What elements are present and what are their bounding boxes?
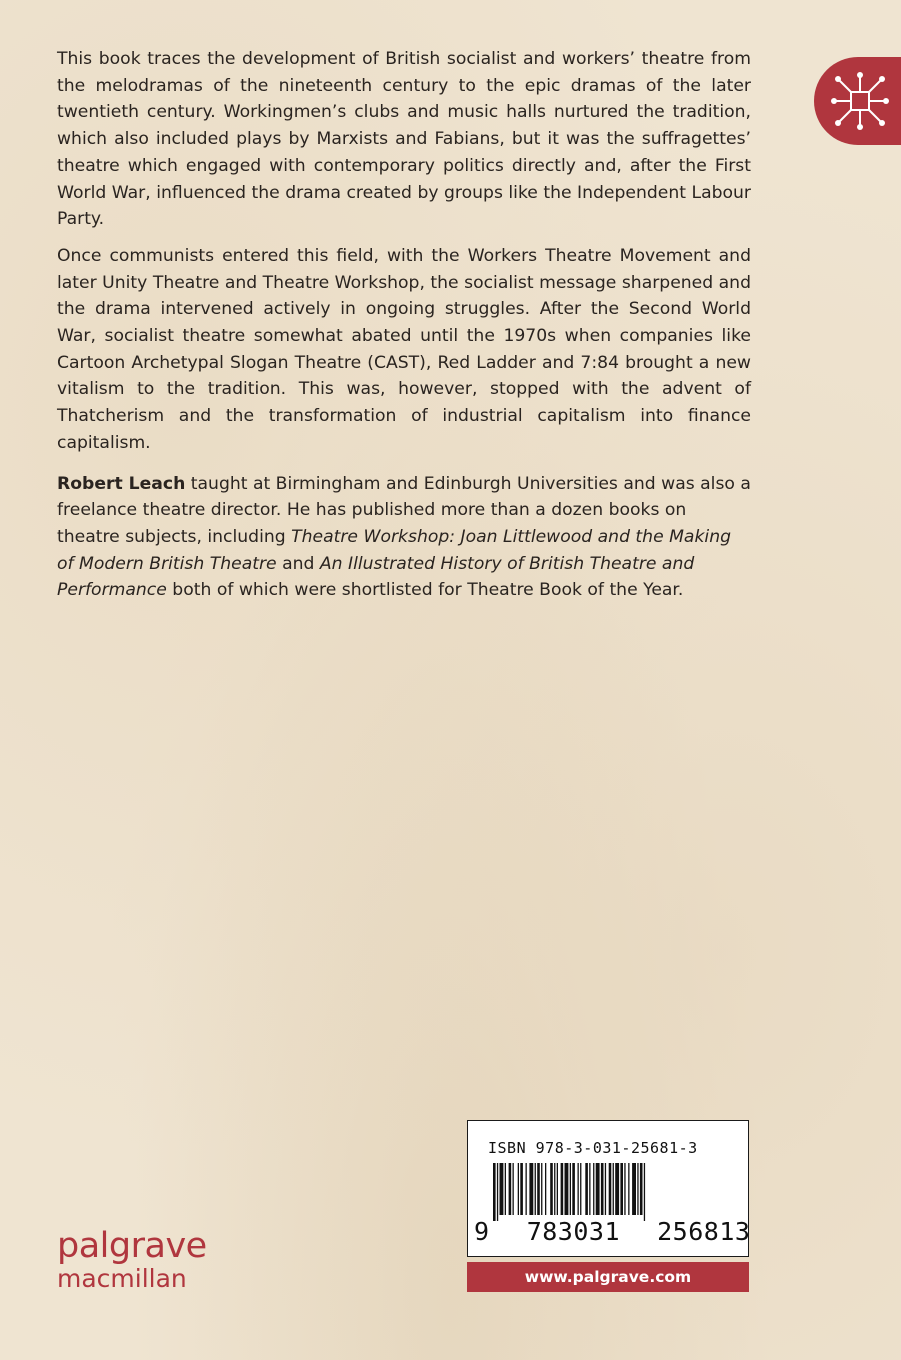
isbn-label: ISBN 978-3-031-25681-3: [488, 1139, 698, 1157]
barcode-bar: [529, 1163, 533, 1215]
publisher-logo-line-2: macmillan: [57, 1264, 187, 1293]
author-bio: [57, 471, 751, 605]
barcode-bar: [578, 1163, 579, 1215]
barcode-bar: [561, 1163, 564, 1215]
barcode-bar: [585, 1163, 588, 1215]
website-url: www.palgrave.com: [524, 1268, 692, 1286]
barcode-bar: [596, 1163, 600, 1215]
barcode-bar: [620, 1163, 623, 1215]
isbn-barcode-box: [467, 1120, 749, 1257]
barcode-bar: [580, 1163, 581, 1215]
barcode-bar: [513, 1163, 514, 1215]
barcode-bar: [505, 1163, 506, 1215]
barcode-digit-group-1: 783031: [526, 1217, 620, 1246]
website-banner: [467, 1262, 749, 1292]
barcode-bar: [493, 1163, 496, 1221]
palgrave-network-emblem-icon: [828, 69, 892, 133]
barcode-bar: [497, 1163, 498, 1221]
barcode-bar: [520, 1163, 523, 1215]
author-bio-text-2: and: [276, 553, 320, 574]
barcode-bar: [500, 1163, 504, 1215]
barcode-bar: [550, 1163, 553, 1215]
barcode-bar: [541, 1163, 542, 1215]
barcode-bar: [509, 1163, 512, 1215]
barcode-bar: [518, 1163, 519, 1215]
barcode-bar: [637, 1163, 638, 1215]
barcode-bars: [493, 1163, 721, 1221]
barcode-bar: [545, 1163, 546, 1215]
barcode-bar: [526, 1163, 527, 1215]
barcode-bar: [537, 1163, 540, 1215]
barcode-bar: [601, 1163, 604, 1215]
author-bio-text-1: taught at Birmingham and Edinburgh Universities and was also a freelance theatre director. He has published more than a dozen books on theatre subjects, including: [57, 473, 751, 547]
barcode-bar: [565, 1163, 569, 1215]
barcode-bar: [589, 1163, 590, 1215]
barcode-bar: [613, 1163, 614, 1215]
barcode-bar: [557, 1163, 558, 1215]
barcode-bar: [554, 1163, 555, 1215]
barcode-bar: [628, 1163, 629, 1215]
barcode-digits: [474, 1217, 751, 1246]
publisher-logo: [57, 1228, 207, 1294]
barcode-bar: [570, 1163, 571, 1215]
barcode-digit-group-2: 256813: [657, 1217, 751, 1246]
author-book-title-2: An Illustrated History of British Theatre and Performance: [57, 553, 695, 601]
publisher-logo-line-1: palgrave: [57, 1226, 207, 1266]
author-book-title-1: Theatre Workshop: Joan Littlewood and the Making of Modern British Theatre: [57, 526, 732, 574]
blurb-paragraph-2: Once communists entered this field, with the Workers Theatre Movement and later Unity Theatre and Theatre Workshop, the socialist message sharpened and the drama intervened actively in ongoing struggles. After the Second World War, socialist theatre somewhat abated until the 1970s when companies like Cartoon Archetypal Slogan Theatre (CAST), Red Ladder and 7:84 brought a new vitalism to the tradition. This was, however, stopped with the advent of Thatcherism and the transformation of industrial capitalism into finance capitalism.: [57, 245, 751, 453]
author-bio-text-3: both of which were shortlisted for Theatre Book of the Year.: [166, 580, 684, 601]
barcode-bar: [605, 1163, 606, 1215]
barcode-bar: [593, 1163, 594, 1215]
blurb-paragraph-1: This book traces the development of British socialist and workers’ theatre from the melodramas of the nineteenth century to the epic dramas of the later twentieth century. Workingmen’s clubs and music halls nurtured the tradition, which also included plays by Marxists and Fabians, but it was the suffragettes’ theatre which engaged with contemporary politics directly and, after the First World War, influenced the drama created by groups like the Independent Labour Party.: [57, 49, 751, 230]
barcode-bar: [572, 1163, 575, 1215]
barcode-bar: [624, 1163, 625, 1215]
barcode-bar: [535, 1163, 536, 1215]
barcode-bar: [609, 1163, 612, 1215]
barcode-bar: [632, 1163, 636, 1215]
author-name: Robert Leach: [57, 473, 186, 494]
barcode-first-digit: 9: [474, 1217, 490, 1246]
barcode-bar: [644, 1163, 645, 1221]
barcode-bar: [640, 1163, 643, 1215]
barcode-bar: [615, 1163, 619, 1215]
publisher-emblem-badge: [814, 57, 901, 145]
back-cover-blurb: [57, 46, 751, 614]
